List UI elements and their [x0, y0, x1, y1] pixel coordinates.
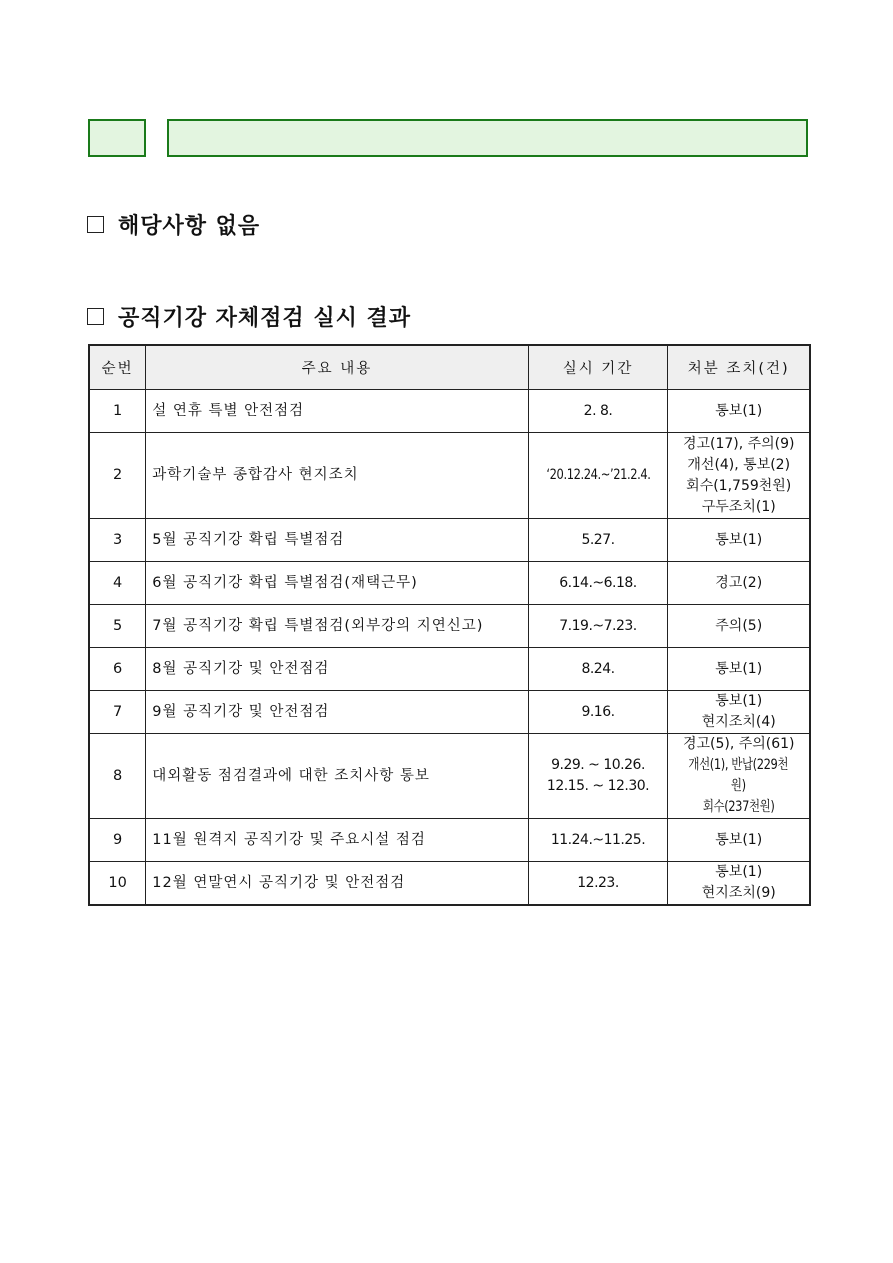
table-row: [89, 648, 810, 691]
cell-content: 6월 공직기강 확립 특별점검(재택근무): [146, 562, 528, 605]
cell-period: [528, 433, 668, 519]
cell-period: 5.27.: [528, 519, 668, 562]
cell-action: 통보(1): [668, 519, 810, 562]
inspection-results-table: [88, 344, 811, 906]
action-line: 현지조치(4): [701, 714, 776, 730]
section-heading-text: 해당사항 없음: [118, 214, 261, 239]
cell-no: 10: [89, 862, 146, 906]
cell-no: 2: [89, 433, 146, 519]
cell-no: 6: [89, 648, 146, 691]
action-line: 경고(5), 주의(61): [682, 736, 795, 752]
cell-action: 주의(5): [668, 605, 810, 648]
cell-no: 7: [89, 691, 146, 734]
cell-action: 통보(1): [668, 648, 810, 691]
action-line: 현지조치(9): [701, 885, 776, 901]
section-number-box: [88, 119, 146, 157]
cell-period: 8.24.: [528, 648, 668, 691]
cell-no: 1: [89, 390, 146, 433]
period-line: 12.15. ~ 12.30.: [546, 778, 650, 794]
table-row: [89, 862, 810, 906]
cell-content: 12월 연말연시 공직기강 및 안전점검: [146, 862, 528, 906]
cell-content: 과학기술부 종합감사 현지조치: [146, 433, 528, 519]
table-header-row: [89, 345, 810, 390]
cell-period: 2. 8.: [528, 390, 668, 433]
cell-action: [668, 433, 810, 519]
action-line: 회수(237천원): [702, 799, 775, 815]
cell-no: 4: [89, 562, 146, 605]
action-line: 구두조치(1): [701, 498, 776, 515]
action-line: 회수(1,759천원): [686, 477, 792, 494]
period-line: 9.29. ~ 10.26.: [551, 757, 645, 773]
cell-period: 12.23.: [528, 862, 668, 906]
cell-action: [668, 862, 810, 906]
header-action: 처분 조치(건): [668, 345, 810, 390]
cell-content: 5월 공직기강 확립 특별점검: [146, 519, 528, 562]
cell-content: 9월 공직기강 및 안전점검: [146, 691, 528, 734]
cell-no: 3: [89, 519, 146, 562]
cell-content: 설 연휴 특별 안전점검: [146, 390, 528, 433]
cell-period: 7.19.~7.23.: [528, 605, 668, 648]
cell-content: 8월 공직기강 및 안전점검: [146, 648, 528, 691]
header-period: 실시 기간: [528, 345, 668, 390]
table-row: [89, 605, 810, 648]
cell-no: 5: [89, 605, 146, 648]
header-no: 순번: [89, 345, 146, 390]
cell-content: 11월 원격지 공직기강 및 주요시설 점검: [146, 819, 528, 862]
cell-action: 통보(1): [668, 819, 810, 862]
cell-content: 7월 공직기강 확립 특별점검(외부강의 지연신고): [146, 605, 528, 648]
cell-action: [668, 734, 810, 819]
period-line: ‘20.12.24.~’21.2.4.: [545, 467, 651, 483]
header-content: 주요 내용: [146, 345, 528, 390]
table-row: [89, 433, 810, 519]
cell-no: 8: [89, 734, 146, 819]
cell-period: 11.24.~11.25.: [528, 819, 668, 862]
action-line: 통보(1): [715, 693, 763, 709]
table-row: [89, 390, 810, 433]
action-line: 개선(4), 통보(2): [687, 456, 791, 473]
checkbox-square-icon: [87, 308, 104, 325]
section-title-box: [167, 119, 808, 157]
cell-no: 9: [89, 819, 146, 862]
table-row: [89, 562, 810, 605]
action-line: 통보(1): [715, 864, 763, 880]
table-row: [89, 819, 810, 862]
action-line: 경고(17), 주의(9): [682, 435, 795, 452]
action-line: 개선(1), 반납(229천원): [688, 757, 789, 794]
section-heading-none: [87, 209, 260, 240]
cell-period: 6.14.~6.18.: [528, 562, 668, 605]
table-row: [89, 519, 810, 562]
cell-action: [668, 691, 810, 734]
cell-action: 경고(2): [668, 562, 810, 605]
table-row: [89, 734, 810, 819]
checkbox-square-icon: [87, 216, 104, 233]
cell-content: 대외활동 점검결과에 대한 조치사항 통보: [146, 734, 528, 819]
table-row: [89, 691, 810, 734]
section-heading-inspection: [87, 301, 411, 332]
cell-period: 9.16.: [528, 691, 668, 734]
cell-period: [528, 734, 668, 819]
cell-action: 통보(1): [668, 390, 810, 433]
section-heading-text: 공직기강 자체점검 실시 결과: [118, 306, 412, 331]
